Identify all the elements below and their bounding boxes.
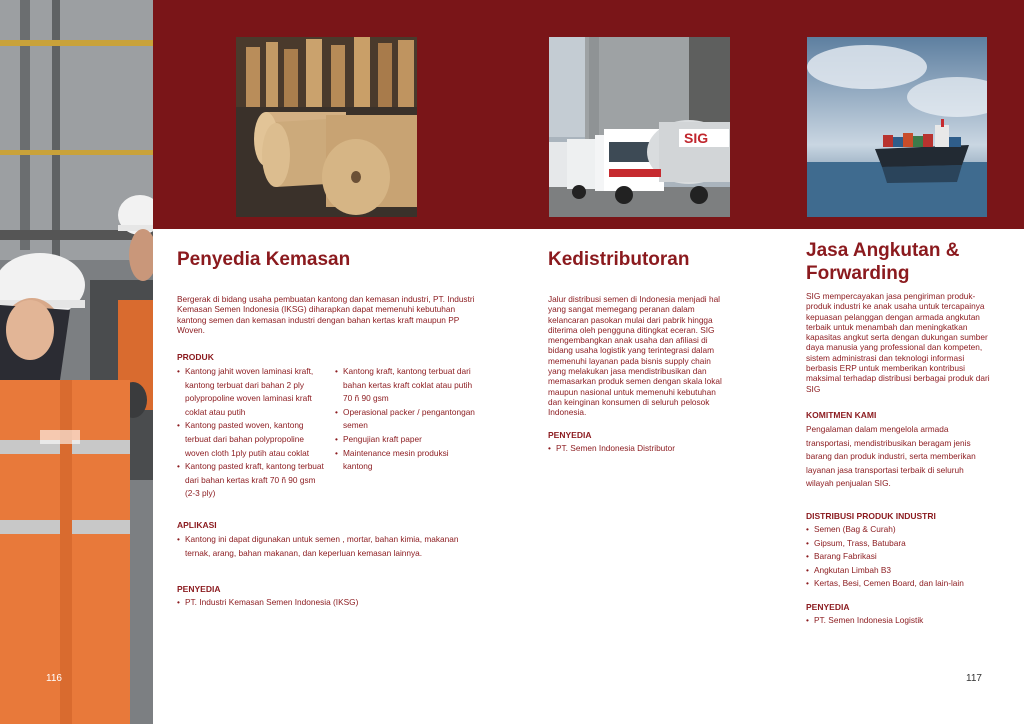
- cargo-ship-illustration: [807, 37, 987, 217]
- list-item: • Maintenance mesin produksi kantong: [335, 447, 477, 474]
- list-item: • PT. Semen Indonesia Distributor: [548, 442, 738, 456]
- list-item: • Angkutan Limbah B3: [806, 564, 996, 578]
- list-item: • Pengujian kraft paper: [335, 433, 477, 447]
- section-title: Penyedia Kemasan: [177, 249, 351, 270]
- paper-rolls-photo: [236, 37, 417, 217]
- list-item: • Kantong ini dapat digunakan untuk semen , mortar, bahan kimia, makanan ternak, arang, bahan makanan, dan keperluan kemasan lainnya.: [177, 533, 467, 560]
- komitmen-heading: KOMITMEN KAMI: [806, 410, 877, 420]
- section-title: Jasa Angkutan & Forwarding: [806, 240, 960, 284]
- page-number-right: 117: [966, 673, 982, 684]
- list-item: • Barang Fabrikasi: [806, 550, 996, 564]
- section-intro: Bergerak di bidang usaha pembuatan kantong dan kemasan industri, PT. Industri Kemasan Semen Indonesia (IKSG) diharapkan dapat memenuhi kebutuhan kantong semen dan kemasan industri dengan bahan kertas kraft maupun PP Woven.: [177, 294, 475, 335]
- truck-brand-text: SIG: [684, 130, 709, 146]
- list-item: • Kantong jahit woven laminasi kraft, kantong terbuat dari bahan 2 ply polypropoline woven laminasi kraft coklat atau putih: [177, 365, 327, 419]
- distribusi-list: [806, 523, 996, 591]
- paper-rolls-illustration: [236, 37, 417, 217]
- list-item: • Semen (Bag & Curah): [806, 523, 996, 537]
- section-title: Kedistributoran: [548, 249, 690, 270]
- penyedia-list: [177, 596, 467, 610]
- penyedia-list: [806, 614, 996, 628]
- produk-list-left: [177, 365, 327, 501]
- aplikasi-heading: APLIKASI: [177, 520, 217, 530]
- penyedia-heading: PENYEDIA: [177, 584, 221, 594]
- page-number-left: 116: [46, 673, 62, 684]
- list-item: • Kantong pasted woven, kantong terbuat dari bahan polypropoline woven cloth 1ply putih atau coklat: [177, 419, 327, 460]
- list-item: • Kertas, Besi, Cemen Board, dan lain-lain: [806, 577, 996, 591]
- komitmen-text: Pengalaman dalam mengelola armada transportasi, mendistribusikan beragam jenis barang dan produk industri, serta memberikan layanan jasa transportasi terbaik di seluruh wilayah penjualan SIG.: [806, 424, 976, 489]
- aplikasi-list: [177, 533, 467, 560]
- list-item: • PT. Industri Kemasan Semen Indonesia (IKSG): [177, 596, 467, 610]
- list-item: • Kantong kraft, kantong terbuat dari bahan kertas kraft coklat atau putih 70 ñ 90 gsm: [335, 365, 477, 406]
- workers-photo: [0, 0, 153, 724]
- cement-trucks-photo: [549, 37, 730, 217]
- list-item: • Operasional packer / pengantongan semen: [335, 406, 477, 433]
- section-intro: Jalur distribusi semen di Indonesia menjadi hal yang sangat memegang peranan dalam kelancaran pasokan mulai dari pabrik hingga diterima oleh pengguna ditingkat eceran. SIG mengembangkan anak usaha dan afiliasi di bidang usaha logistik yang terintegrasi dalam memenuhi layanan pada bisnis supply chain yang melakukan jasa mendistribusikan dan memasarkan produk semen dengan skala lokal maupun nasional untuk memenuhi kebutuhan dan keinginan konsumen di seluruh pelosok Indonesia.: [548, 294, 722, 418]
- distribusi-heading: DISTRIBUSI PRODUK INDUSTRI: [806, 511, 936, 521]
- column-penyedia-kemasan: [177, 248, 477, 271]
- produk-list-right: [335, 365, 477, 474]
- penyedia-list: [548, 442, 738, 456]
- section-intro: SIG mempercayakan jasa pengiriman produk-produk industri ke anak usaha untuk tercapainya kepuasan pelanggan dengan armada angkutan terbaik untuk menambah dan meningkatkan kapasitas angkut serta dengan dukungan sumber daya manusia yang professional dan kompeten, sistem administrasi dan teknologi informasi berbasis ERP untuk memberikan kontribusi maksimal terhadap distribusi berbagai produk dari SIG: [806, 291, 990, 394]
- penyedia-heading: PENYEDIA: [806, 602, 850, 612]
- workers-illustration: [0, 0, 153, 724]
- list-item: • Kantong pasted kraft, kantong terbuat dari bahan kertas kraft 70 ñ 90 gsm (2-3 ply): [177, 460, 327, 501]
- cargo-ship-photo: [807, 37, 987, 217]
- penyedia-heading: PENYEDIA: [548, 430, 592, 440]
- list-item: • Gipsum, Trass, Batubara: [806, 537, 996, 551]
- list-item: • PT. Semen Indonesia Logistik: [806, 614, 996, 628]
- cement-trucks-illustration: [549, 37, 730, 217]
- produk-heading: PRODUK: [177, 352, 214, 362]
